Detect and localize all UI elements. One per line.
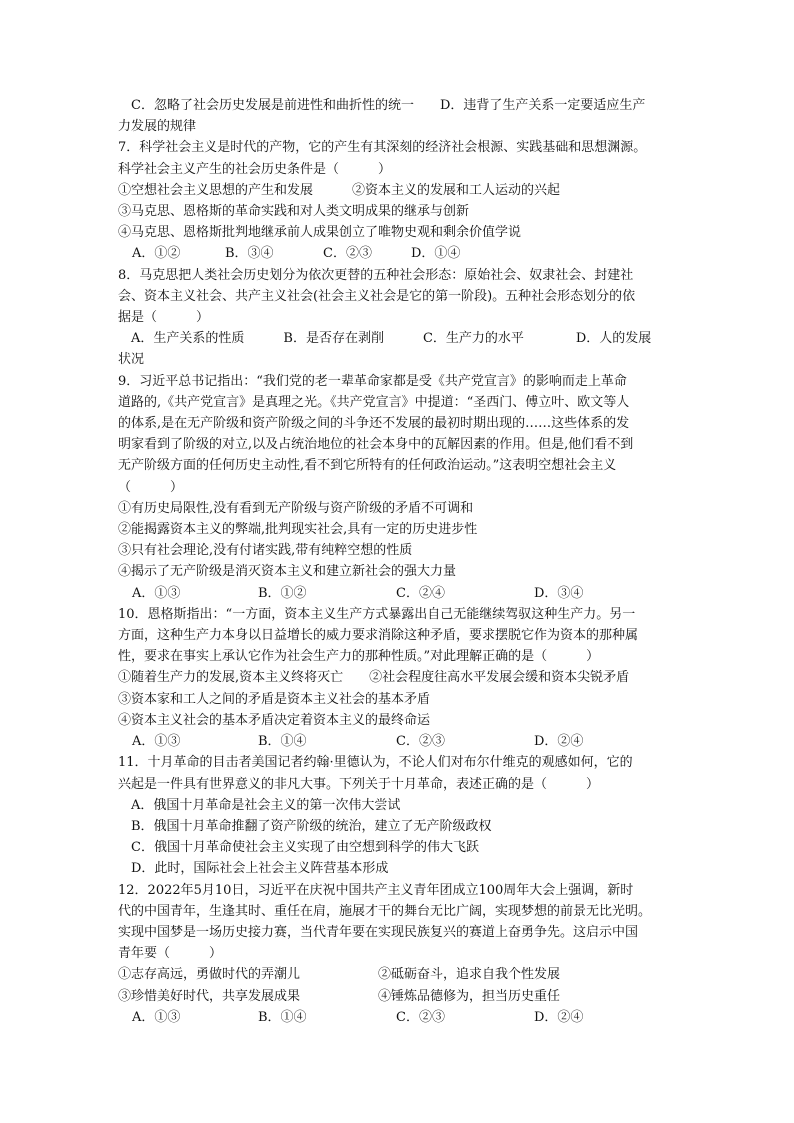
option-a[interactable]: A．①②	[132, 246, 181, 262]
option-c[interactable]: C．②③	[396, 1009, 445, 1025]
option-d[interactable]: D．②④	[534, 734, 584, 750]
option-a[interactable]: A．俄国十月革命是社会主义的第一次伟大尝试	[118, 797, 401, 813]
question-7	[118, 137, 678, 264]
statement-line: ①随着生产力的发展,资本主义终将灭亡 ②社会程度往高水平发展会缓和资本尖锐矛盾	[118, 670, 630, 686]
question-9	[118, 371, 678, 604]
question-stem: 道路的,《共产党宣言》是真理之光。《共产党宣言》中提道：“圣西门、傅立叶、欧文等人	[118, 394, 630, 410]
answer-options[interactable]: A．生产关系的性质 B．是否存在剥削 C．生产力的水平 D．人的发展	[118, 331, 652, 347]
option-c[interactable]: C．②③	[323, 246, 372, 262]
statement-line: ④马克思、恩格斯批判地继承前人成果创立了唯物史观和剩余价值学说	[118, 225, 522, 241]
question-stem: 7．科学社会主义是时代的产物，它的产生有其深刻的经济社会根源、实践基础和思想渊源。	[118, 140, 647, 156]
question-stem: 12．2022年5月10日，习近平在庆祝中国共产主义青年团成立100周年大会上强调，新时	[118, 882, 634, 898]
option-d[interactable]: D．①④	[411, 246, 461, 262]
option-c[interactable]: C．②③	[396, 734, 445, 750]
answer-options	[118, 1007, 678, 1028]
question-12	[118, 880, 678, 1028]
statement-line: ②能揭露资本主义的弊端,批判现实社会,具有一定的历史进步性	[118, 522, 478, 538]
q6-tail	[118, 95, 678, 137]
statement-line: ③珍惜美好时代，共享发展成果 ④锤炼品德修为，担当历史重任	[118, 988, 561, 1004]
question-stem: 实现中国梦是一场历史接力赛，当代青年要在实现民族复兴的赛道上奋勇争先。这启示中国	[118, 924, 639, 940]
answer-options	[118, 731, 678, 752]
statement-line: ③资本家和工人之间的矛盾是资本主义社会的基本矛盾	[118, 691, 431, 707]
question-stem: 代的中国青年，生逢其时、重任在肩，施展才干的舞台无比广阔，实现梦想的前景无比光明。	[118, 903, 652, 919]
question-stem: 方面，这种生产力本身以日益增长的威力要求消除这种矛盾，要求摆脱它作为资本的那种属	[118, 628, 639, 644]
option-b[interactable]: B．①④	[258, 734, 307, 750]
question-stem: 据是（ ）	[118, 310, 210, 326]
option-b[interactable]: B．俄国十月革命推翻了资产阶级的统治，建立了无产阶级政权	[118, 818, 492, 834]
question-stem: 8．马克思把人类社会历史划分为依次更替的五种社会形态：原始社会、奴隶社会、封建社	[118, 267, 634, 283]
option-a[interactable]: A．①③	[132, 585, 181, 601]
option-d[interactable]: D．②④	[534, 1009, 584, 1025]
question-stem: 科学社会主义产生的社会历史条件是（ ）	[118, 161, 392, 177]
answer-options	[118, 243, 678, 264]
question-11	[118, 752, 678, 879]
answer-options	[118, 583, 678, 604]
option-b[interactable]: B．①④	[258, 1009, 307, 1025]
statement-line: ①志存高远，勇做时代的弄潮儿 ②砥砺奋斗，追求自我个性发展	[118, 967, 561, 983]
question-stem: 会、资本主义社会、共产主义社会(社会主义社会是它的第一阶段)。五种社会形态划分的依	[118, 288, 636, 304]
question-stem: 青年要（ ）	[118, 946, 223, 962]
question-stem: 性，要求在事实上承认它作为社会生产力的那种性质。”对此理解正确的是（ ）	[118, 649, 600, 665]
statement-line: ①有历史局限性,没有看到无产阶级与资产阶级的矛盾不可调和	[118, 500, 474, 516]
option-d[interactable]: D．③④	[534, 585, 584, 601]
question-stem: 无产阶级方面的任何历史主动性,看不到它所特有的任何政治运动。”这表明空想社会主义	[118, 458, 617, 474]
option-b[interactable]: B．③④	[225, 246, 274, 262]
exam-page	[118, 95, 678, 1028]
question-10	[118, 604, 678, 752]
text-line: 力发展的规律	[118, 119, 197, 135]
question-8	[118, 265, 678, 371]
statement-line: ④揭示了无产阶级是消灭资本主义和建立新社会的强大力量	[118, 564, 457, 580]
question-stem: （ ）	[118, 479, 184, 495]
statement-line: ③马克思、恩格斯的革命实践和对人类文明成果的继承与创新	[118, 204, 470, 220]
option-a[interactable]: A．①③	[132, 1009, 181, 1025]
question-stem: 兴起是一件具有世界意义的非凡大事。下列关于十月革命，表述正确的是（ ）	[118, 776, 600, 792]
question-stem: 10．恩格斯指出：“一方面，资本主义生产方式暴露出自己无能继续驾驭这种生产力。另一	[118, 606, 636, 622]
option-d[interactable]: D．此时，国际社会上社会主义阵营基本形成	[118, 861, 389, 877]
question-stem: 9．习近平总书记指出：“我们党的老一辈革命家都是受《共产党宣言》的影响而走上革命	[118, 373, 627, 389]
option-c[interactable]: C．俄国十月革命使社会主义实现了由空想到科学的伟大飞跃	[118, 840, 479, 856]
statement-line: ④资本主义社会的基本矛盾决定着资本主义的最终命运	[118, 712, 431, 728]
text-line: C．忽略了社会历史发展是前进性和曲折性的统一 D．违背了生产关系一定要适应生产	[118, 98, 646, 113]
statement-line: ①空想社会主义思想的产生和发展 ②资本主义的发展和工人运动的兴起	[118, 182, 561, 198]
question-stem: 明家看到了阶级的对立,以及占统治地位的社会本身中的瓦解因素的作用。但是,他们看不到	[118, 437, 634, 453]
answer-options: 状况	[118, 352, 145, 368]
question-stem: 11．十月革命的目击者美国记者约翰·里德认为，不论人们对布尔什维克的观感如何，它的	[118, 755, 633, 771]
question-stem: 的体系,是在无产阶级和资产阶级之间的斗争还不发展的最初时期出现的……这些体系的发	[118, 416, 630, 432]
option-c[interactable]: C．②④	[396, 585, 445, 601]
option-b[interactable]: B．①②	[258, 585, 307, 601]
option-a[interactable]: A．①③	[132, 734, 181, 750]
statement-line: ③只有社会理论,没有付诸实践,带有纯粹空想的性质	[118, 543, 413, 559]
